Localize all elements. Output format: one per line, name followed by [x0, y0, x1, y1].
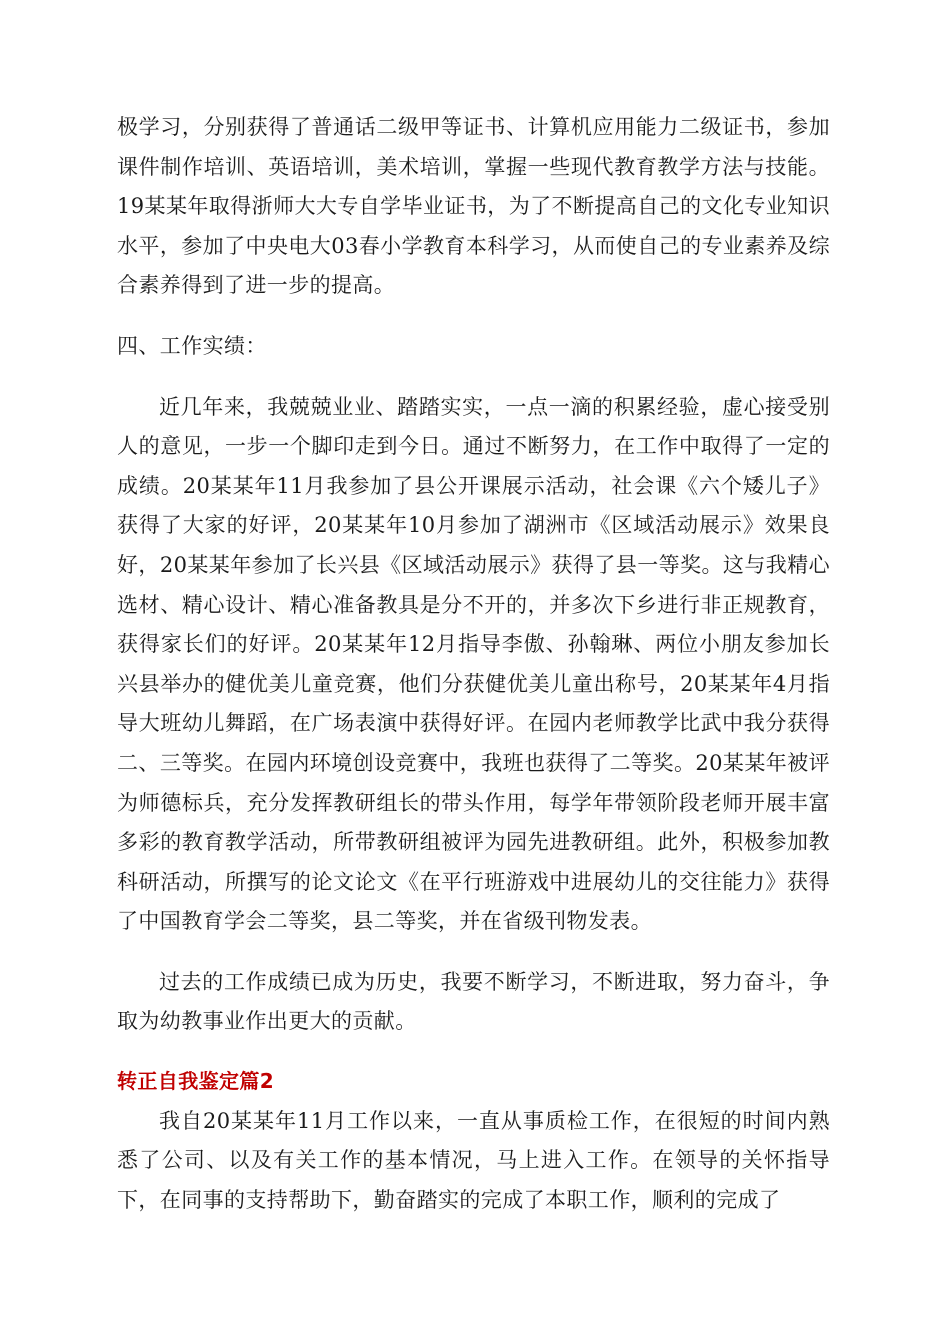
- paragraph-conclusion: 过去的工作成绩已成为历史，我要不断学习，不断进取，努力奋斗，争取为幼教事业作出更大的贡献。: [117, 969, 830, 1034]
- section-heading-part2: 转正自我鉴定篇2: [117, 1069, 275, 1094]
- paragraph-achievements: 近几年来，我兢兢业业、踏踏实实，一点一滴的积累经验，虚心接受别人的意见，一步一个脚印走到今日。通过不断努力，在工作中取得了一定的成绩。20某某年11月我参加了县公开课展示活动，社会课《六个矮儿子》获得了大家的好评，20某某年10月参加了湖洲市《区域活动展示》效果良好，20某某年参加了长兴县《区域活动展示》获得了县一等奖。这与我精心选材、精心设计、精心准备教具是分不开的，并多次下乡进行非正规教育，获得家长们的好评。20某某年12月指导李傲、孙翰琳、两位小朋友参加长兴县举办的健优美儿童竞赛，他们分获健优美儿童出称号，20某某年4月指导大班幼儿舞蹈，在广场表演中获得好评。在园内老师教学比武中我分获得二、三等奖。在园内环境创设竞赛中，我班也获得了二等奖。20某某年被评为师德标兵，充分发挥教研组长的带头作用，每学年带领阶段老师开展丰富多彩的教育教学活动，所带教研组被评为园先进教研组。此外，积极参加教科研活动，所撰写的论文论文《在平行班游戏中进展幼儿的交往能力》获得了中国教育学会二等奖，县二等奖，并在省级刊物发表。: [117, 394, 830, 934]
- paragraph-study: 极学习，分别获得了普通话二级甲等证书、计算机应用能力二级证书，参加课件制作培训、英语培训，美术培训，掌握一些现代教育教学方法与技能。19某某年取得浙师大大专自学毕业证书，为了不断提高自己的文化专业知识水平，参加了中央电大03春小学教育本科学习，从而使自己的专业素养及综合素养得到了进一步的提高。: [117, 115, 830, 298]
- paragraph-part2: 我自20某某年11月工作以来，一直从事质检工作，在很短的时间内熟悉了公司、以及有关工作的基本情况，马上进入工作。在领导的关怀指导下，在同事的支持帮助下，勤奋踏实的完成了本职工作，顺利的完成了: [117, 1108, 830, 1212]
- section-title-work-achievements: 四、工作实绩：: [117, 333, 267, 358]
